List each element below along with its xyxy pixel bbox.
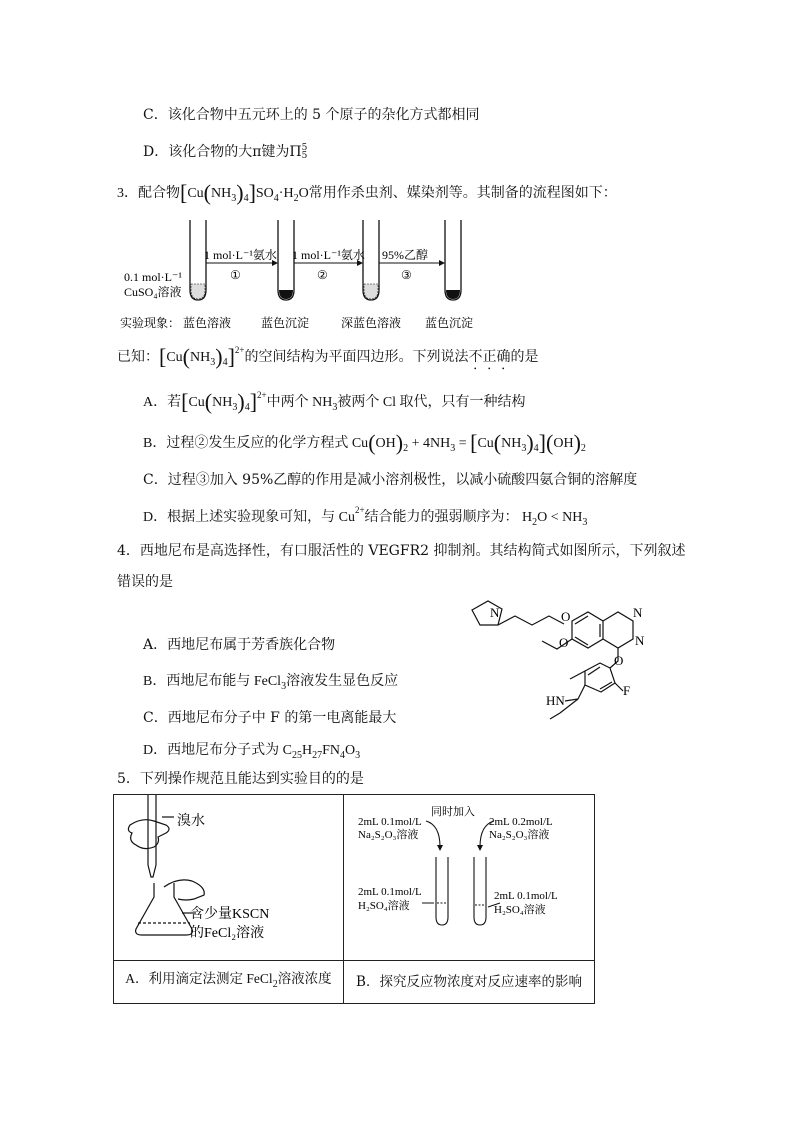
q5-caption-a: A．利用滴定法测定 FeCl$_2$溶液浓度	[114, 961, 344, 1004]
q3-option-a: A．若$[Cu(NH_3)_4]^{2+}$中两个 $NH_3$被两个 Cl 取代，只有一种结构	[143, 389, 526, 414]
q2-option-d-text: D．该化合物的大π键为Π	[143, 144, 302, 160]
label-tr1: 2mL 0.2mol/L	[489, 816, 553, 828]
q3-stem: 3．配合物$[Cu(NH_3)_4]SO_4\cdot H_2O$常用作杀虫剂、媒染剂等。其制备的流程图如下：	[117, 180, 617, 205]
q2-option-d	[143, 141, 307, 161]
q4-option-b: B．西地尼布能与 FeCl$_3$溶液发生显色反应	[143, 674, 399, 692]
struct-n-quinazoline-1: N	[633, 605, 643, 620]
label-add-together: 同时加入	[431, 806, 475, 818]
q4-option-c: C．西地尼布分子中 F 的第一电离能最大	[143, 710, 397, 726]
q3-option-c: C．过程③加入 95%乙醇的作用是减小溶剂极性，以减小硫酸四氨合铜的溶解度	[143, 472, 638, 488]
label-bromine-water: 溴水	[177, 814, 205, 829]
start-concentration: 0.1 mol·L⁻¹	[124, 270, 182, 284]
label-tl1: 2mL 0.1mol/L	[358, 816, 422, 828]
q3-option-b: B．过程②发生反应的化学方程式 $Cu(OH)_2 + 4NH_3 = [Cu(NH_3)_4](OH)_2$	[143, 430, 586, 455]
test-tube-4	[445, 220, 461, 300]
observation-2: 蓝色沉淀	[261, 316, 310, 330]
label-br1: 2mL 0.1mol/L	[494, 890, 558, 902]
struct-n-pyrrolidine: N	[490, 605, 500, 620]
label-tl2: Na₂S₂O₃溶液	[358, 829, 419, 841]
q5-figure-b	[344, 795, 595, 961]
q2-pi-sup: 5	[301, 143, 308, 153]
q5-caption-b: B．探究反应物浓度对反应速率的影响	[344, 961, 595, 1004]
cediranib-structure	[460, 595, 660, 745]
reaction-rate-figure	[344, 795, 594, 956]
struct-o-methoxy: O	[559, 635, 569, 650]
q4-stem-line-1: 4．西地尼布是高选择性，有口服活性的 VEGFR2 抑制剂。其结构简式如图所示，下列叙述	[117, 543, 686, 559]
q5-stem: 5．下列操作规范且能达到实验目的的是	[117, 771, 364, 787]
test-tube-3	[363, 220, 379, 300]
label-bl2: H₂SO₄溶液	[358, 900, 410, 912]
start-solution: CuSO₄溶液	[124, 285, 182, 299]
arrow3-label: 95%乙醇	[382, 248, 428, 262]
q5-figure-a	[114, 795, 344, 961]
label-tr2: Na₂S₂O₃溶液	[489, 829, 550, 841]
titration-figure	[114, 795, 343, 956]
label-bl1: 2mL 0.1mol/L	[358, 886, 422, 898]
tube-left	[436, 857, 448, 925]
q3-option-d: D．根据上述实验现象可知，与 $Cu^{2+}$结合能力的强弱顺序为： $H_2O < NH_3$	[143, 505, 588, 528]
q4-stem-line-2: 错误的是	[117, 574, 173, 590]
q4-option-a: A．西地尼布属于芳香族化合物	[143, 637, 336, 653]
step1-label: ①	[230, 268, 241, 282]
label-fecl2: 的FeCl₂溶液	[190, 926, 265, 941]
arrow2-label: 1 mol·L⁻¹氨水	[292, 248, 365, 262]
q3-flow-diagram	[110, 212, 490, 334]
step2-label: ②	[317, 268, 328, 282]
q3-known: 已知：$[Cu(NH_3)_4]^{2+}$的空间结构为平面四边形。下列说法不正确的是	[117, 344, 539, 369]
q4-option-d: D．西地尼布分子式为 $C_{25}H_{27}FN_4O_3$	[143, 743, 361, 761]
q2-pi-sub: 5	[301, 151, 308, 161]
tube-right	[474, 857, 486, 925]
q5-options-table	[113, 794, 595, 1004]
struct-n-quinazoline-2: N	[635, 633, 645, 648]
observation-3: 深蓝色溶液	[341, 316, 402, 330]
struct-o-ether: O	[561, 609, 571, 624]
struct-o-aryl: O	[614, 653, 624, 668]
label-br2: H₂SO₄溶液	[494, 904, 546, 916]
observation-1: 蓝色溶液	[183, 316, 232, 330]
struct-hn: HN	[546, 693, 565, 708]
arrow1-label: 1 mol·L⁻¹氨水	[204, 248, 277, 262]
observation-4: 蓝色沉淀	[425, 316, 474, 330]
emphasis-not-correct: 不正确	[468, 350, 511, 365]
q3-number: 3．配合物	[117, 186, 180, 201]
struct-fluorine: F	[623, 683, 631, 698]
label-kscn: 含少量KSCN	[190, 907, 270, 922]
q2-option-c: C．该化合物中五元环上的 5 个原子的杂化方式都相同	[143, 107, 480, 123]
step3-label: ③	[401, 268, 412, 282]
q3-cu: Cu	[187, 186, 204, 201]
observation-label: 实验现象：	[120, 316, 181, 330]
